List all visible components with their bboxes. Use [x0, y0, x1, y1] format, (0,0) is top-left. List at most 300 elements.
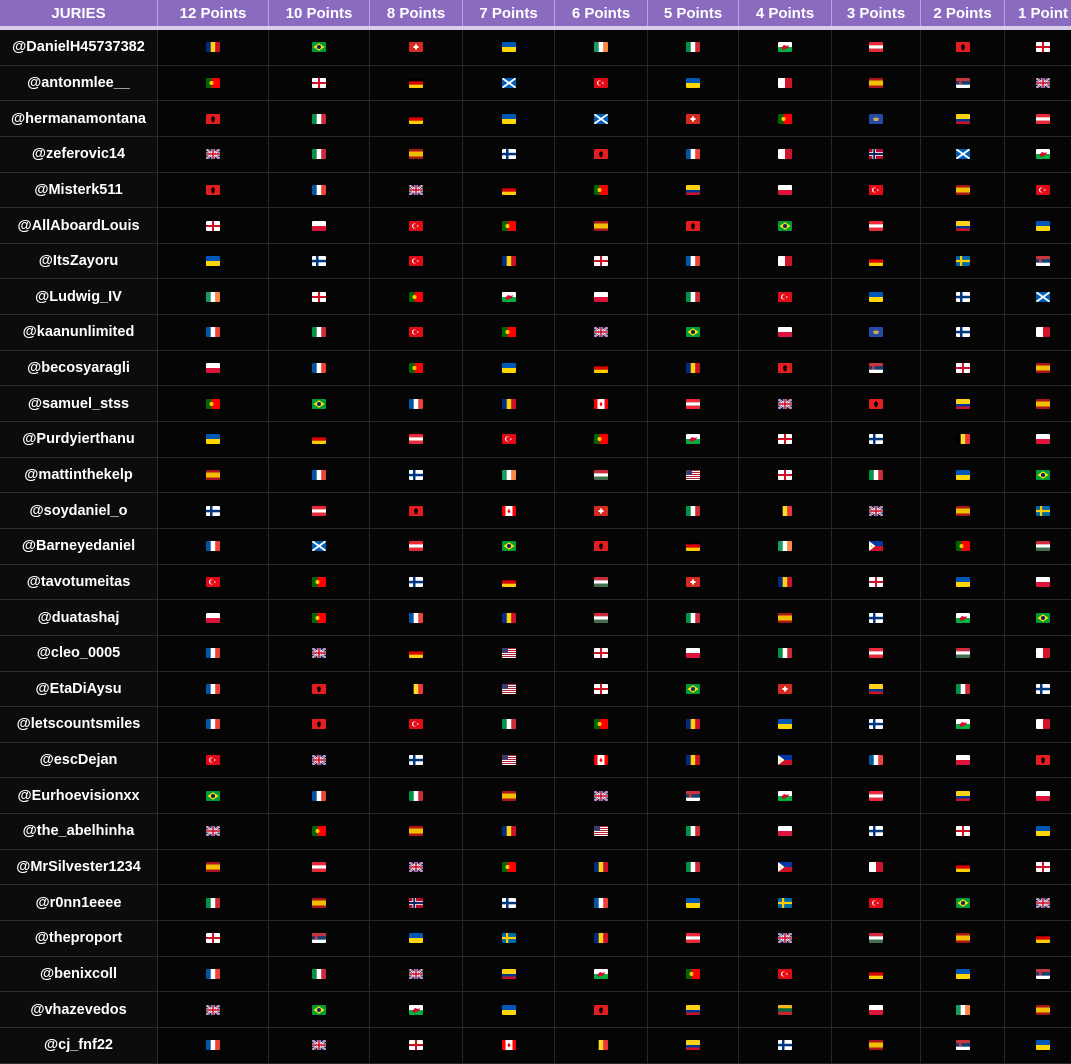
flag-austria-icon — [409, 541, 423, 551]
flag-poland-icon — [778, 327, 792, 337]
vote-cell — [463, 422, 555, 458]
flag-romania-icon — [594, 862, 608, 872]
vote-cell — [555, 992, 648, 1028]
vote-cell — [158, 672, 269, 708]
flag-united-kingdom-icon — [312, 648, 326, 658]
vote-cell — [832, 493, 921, 529]
flag-italy-icon — [502, 719, 516, 729]
vote-cell — [739, 101, 832, 137]
flag-germany-icon — [409, 114, 423, 124]
flag-spain-icon — [594, 221, 608, 231]
flag-austria-icon — [869, 648, 883, 658]
vote-cell — [648, 279, 739, 315]
flag-brazil-icon — [502, 541, 516, 551]
jury-name: @becosyaragli — [0, 351, 158, 387]
vote-cell — [463, 992, 555, 1028]
vote-cell — [463, 279, 555, 315]
flag-united-kingdom-icon — [206, 1005, 220, 1015]
flag-ukraine-icon — [206, 256, 220, 266]
vote-cell — [832, 565, 921, 601]
flag-romania-icon — [502, 613, 516, 623]
flag-kosovo-icon — [869, 114, 883, 124]
flag-united-states-icon — [502, 648, 516, 658]
flag-poland-icon — [206, 613, 220, 623]
vote-cell — [739, 1028, 832, 1064]
vote-cell — [921, 244, 1005, 280]
vote-cell — [463, 244, 555, 280]
vote-cell — [1005, 173, 1071, 209]
vote-cell — [1005, 208, 1071, 244]
flag-canada-icon — [502, 1040, 516, 1050]
jury-name: @cleo_0005 — [0, 636, 158, 672]
points-column-header: 12 Points — [158, 0, 269, 26]
flag-united-kingdom-icon — [206, 826, 220, 836]
vote-cell — [158, 636, 269, 672]
flag-serbia-icon — [1036, 969, 1050, 979]
vote-cell — [739, 173, 832, 209]
flag-portugal-icon — [594, 719, 608, 729]
flag-portugal-icon — [502, 221, 516, 231]
points-column-header: 1 Point — [1005, 0, 1071, 26]
flag-poland-icon — [1036, 577, 1050, 587]
flag-ukraine-icon — [502, 42, 516, 52]
flag-ukraine-icon — [502, 114, 516, 124]
flag-poland-icon — [594, 292, 608, 302]
vote-cell — [648, 850, 739, 886]
vote-cell — [370, 600, 463, 636]
flag-italy-icon — [206, 898, 220, 908]
vote-cell — [921, 672, 1005, 708]
points-column-header: 6 Points — [555, 0, 648, 26]
vote-cell — [921, 137, 1005, 173]
vote-cell — [1005, 351, 1071, 387]
vote-cell — [1005, 814, 1071, 850]
flag-canada-icon — [594, 755, 608, 765]
vote-cell — [269, 30, 370, 66]
flag-belgium-icon — [956, 434, 970, 444]
flag-austria-icon — [312, 506, 326, 516]
flag-norway-icon — [869, 149, 883, 159]
vote-cell — [1005, 743, 1071, 779]
vote-cell — [921, 30, 1005, 66]
vote-cell — [269, 493, 370, 529]
flag-albania-icon — [869, 399, 883, 409]
flag-united-kingdom-icon — [1036, 78, 1050, 88]
flag-spain-icon — [1036, 399, 1050, 409]
vote-cell — [555, 850, 648, 886]
vote-cell — [739, 565, 832, 601]
jury-name: @tavotumeitas — [0, 565, 158, 601]
vote-cell — [269, 422, 370, 458]
vote-cell — [739, 315, 832, 351]
vote-cell — [269, 600, 370, 636]
vote-cell — [555, 30, 648, 66]
flag-poland-icon — [206, 363, 220, 373]
vote-cell — [555, 493, 648, 529]
vote-cell — [269, 565, 370, 601]
flag-england-icon — [206, 221, 220, 231]
vote-cell — [648, 600, 739, 636]
flag-wales-icon — [1036, 149, 1050, 159]
vote-cell — [370, 957, 463, 993]
flag-ukraine-icon — [206, 434, 220, 444]
flag-england-icon — [956, 363, 970, 373]
flag-ireland-icon — [594, 42, 608, 52]
flag-switzerland-icon — [686, 114, 700, 124]
flag-italy-icon — [686, 613, 700, 623]
jury-name: @EtaDiAysu — [0, 672, 158, 708]
flag-turkey-icon — [1036, 185, 1050, 195]
flag-malta-icon — [778, 256, 792, 266]
flag-serbia-icon — [1036, 256, 1050, 266]
vote-cell — [739, 279, 832, 315]
points-column-header: 7 Points — [463, 0, 555, 26]
vote-cell — [1005, 101, 1071, 137]
vote-cell — [555, 600, 648, 636]
vote-cell — [269, 279, 370, 315]
vote-cell — [1005, 565, 1071, 601]
jury-name: @DanielH45737382 — [0, 30, 158, 66]
flag-united-kingdom-icon — [594, 791, 608, 801]
jury-name: @ItsZayoru — [0, 244, 158, 280]
flag-poland-icon — [1036, 434, 1050, 444]
flag-germany-icon — [409, 78, 423, 88]
vote-cell — [269, 458, 370, 494]
flag-brazil-icon — [686, 684, 700, 694]
vote-cell — [158, 386, 269, 422]
flag-france-icon — [594, 898, 608, 908]
vote-cell — [555, 672, 648, 708]
flag-ukraine-icon — [409, 933, 423, 943]
flag-portugal-icon — [594, 185, 608, 195]
flag-albania-icon — [206, 114, 220, 124]
flag-ireland-icon — [956, 1005, 970, 1015]
vote-cell — [832, 885, 921, 921]
flag-colombia-icon — [502, 969, 516, 979]
vote-cell — [158, 351, 269, 387]
vote-cell — [648, 636, 739, 672]
flag-united-kingdom-icon — [1036, 898, 1050, 908]
vote-cell — [269, 672, 370, 708]
jury-name: @Purdyierthanu — [0, 422, 158, 458]
flag-portugal-icon — [409, 292, 423, 302]
flag-turkey-icon — [206, 577, 220, 587]
jury-name: @AllAboardLouis — [0, 208, 158, 244]
vote-cell — [158, 778, 269, 814]
flag-united-kingdom-icon — [312, 755, 326, 765]
vote-cell — [648, 957, 739, 993]
flag-united-states-icon — [594, 826, 608, 836]
flag-sweden-icon — [1036, 506, 1050, 516]
vote-cell — [739, 386, 832, 422]
vote-cell — [370, 921, 463, 957]
flag-ukraine-icon — [686, 898, 700, 908]
flag-italy-icon — [312, 149, 326, 159]
flag-england-icon — [778, 470, 792, 480]
vote-cell — [648, 493, 739, 529]
flag-belgium-icon — [409, 684, 423, 694]
flag-france-icon — [206, 719, 220, 729]
vote-cell — [269, 386, 370, 422]
vote-cell — [269, 814, 370, 850]
flag-italy-icon — [312, 969, 326, 979]
flag-turkey-icon — [409, 221, 423, 231]
flag-brazil-icon — [1036, 470, 1050, 480]
flag-belgium-icon — [594, 1040, 608, 1050]
vote-cell — [555, 921, 648, 957]
vote-cell — [739, 743, 832, 779]
flag-france-icon — [869, 755, 883, 765]
flag-united-states-icon — [502, 684, 516, 694]
flag-sweden-icon — [502, 933, 516, 943]
flag-romania-icon — [502, 399, 516, 409]
vote-cell — [648, 778, 739, 814]
flag-albania-icon — [594, 541, 608, 551]
vote-cell — [648, 743, 739, 779]
vote-cell — [555, 244, 648, 280]
vote-cell — [648, 30, 739, 66]
vote-cell — [463, 351, 555, 387]
flag-turkey-icon — [869, 898, 883, 908]
vote-cell — [370, 315, 463, 351]
vote-cell — [648, 422, 739, 458]
vote-cell — [832, 636, 921, 672]
flag-hungary-icon — [956, 648, 970, 658]
vote-cell — [648, 66, 739, 102]
flag-portugal-icon — [686, 969, 700, 979]
vote-cell — [739, 208, 832, 244]
vote-cell — [370, 672, 463, 708]
vote-cell — [921, 743, 1005, 779]
flag-norway-icon — [409, 898, 423, 908]
vote-cell — [921, 600, 1005, 636]
vote-cell — [739, 778, 832, 814]
vote-cell — [739, 30, 832, 66]
vote-cell — [158, 707, 269, 743]
vote-cell — [158, 957, 269, 993]
points-column-header: 3 Points — [832, 0, 921, 26]
flag-portugal-icon — [502, 327, 516, 337]
vote-cell — [921, 458, 1005, 494]
flag-malta-icon — [1036, 719, 1050, 729]
vote-cell — [739, 672, 832, 708]
vote-cell — [158, 422, 269, 458]
vote-cell — [921, 422, 1005, 458]
flag-portugal-icon — [409, 363, 423, 373]
vote-cell — [921, 850, 1005, 886]
flag-ukraine-icon — [956, 969, 970, 979]
flag-switzerland-icon — [594, 506, 608, 516]
vote-cell — [158, 493, 269, 529]
flag-turkey-icon — [778, 292, 792, 302]
flag-albania-icon — [312, 719, 326, 729]
vote-cell — [832, 921, 921, 957]
vote-cell — [555, 351, 648, 387]
vote-cell — [555, 422, 648, 458]
flag-italy-icon — [869, 470, 883, 480]
vote-cell — [370, 244, 463, 280]
vote-cell — [463, 137, 555, 173]
vote-cell — [555, 565, 648, 601]
vote-cell — [158, 458, 269, 494]
vote-cell — [269, 173, 370, 209]
vote-cell — [555, 173, 648, 209]
vote-cell — [269, 529, 370, 565]
flag-england-icon — [594, 648, 608, 658]
vote-cell — [832, 351, 921, 387]
vote-cell — [555, 1028, 648, 1064]
vote-cell — [269, 315, 370, 351]
flag-finland-icon — [409, 470, 423, 480]
flag-austria-icon — [869, 42, 883, 52]
flag-england-icon — [312, 78, 326, 88]
jury-name: @vhazevedos — [0, 992, 158, 1028]
flag-romania-icon — [206, 42, 220, 52]
vote-cell — [1005, 458, 1071, 494]
flag-germany-icon — [869, 969, 883, 979]
vote-cell — [158, 315, 269, 351]
flag-poland-icon — [869, 1005, 883, 1015]
vote-cell — [555, 101, 648, 137]
vote-cell — [1005, 850, 1071, 886]
flag-spain-icon — [869, 1040, 883, 1050]
vote-cell — [648, 565, 739, 601]
flag-serbia-icon — [312, 933, 326, 943]
jury-name: @theproport — [0, 921, 158, 957]
vote-cell — [158, 600, 269, 636]
vote-cell — [921, 351, 1005, 387]
flag-united-kingdom-icon — [869, 506, 883, 516]
jury-name: @r0nn1eeee — [0, 885, 158, 921]
vote-cell — [555, 208, 648, 244]
flag-brazil-icon — [778, 221, 792, 231]
vote-cell — [158, 244, 269, 280]
flag-spain-icon — [206, 470, 220, 480]
flag-poland-icon — [956, 755, 970, 765]
flag-wales-icon — [686, 434, 700, 444]
flag-austria-icon — [869, 221, 883, 231]
flag-turkey-icon — [409, 327, 423, 337]
vote-cell — [158, 30, 269, 66]
flag-albania-icon — [409, 506, 423, 516]
vote-cell — [1005, 30, 1071, 66]
vote-cell — [1005, 636, 1071, 672]
flag-austria-icon — [1036, 114, 1050, 124]
flag-france-icon — [312, 363, 326, 373]
flag-finland-icon — [956, 292, 970, 302]
points-column-header: 8 Points — [370, 0, 463, 26]
flag-colombia-icon — [686, 1005, 700, 1015]
points-column-header: 10 Points — [269, 0, 370, 26]
flag-france-icon — [409, 613, 423, 623]
vote-cell — [921, 529, 1005, 565]
vote-cell — [739, 636, 832, 672]
flag-albania-icon — [956, 42, 970, 52]
flag-scotland-icon — [312, 541, 326, 551]
vote-cell — [463, 921, 555, 957]
flag-scotland-icon — [594, 114, 608, 124]
jury-name: @hermanamontana — [0, 101, 158, 137]
flag-sweden-icon — [956, 256, 970, 266]
flag-poland-icon — [312, 221, 326, 231]
flag-wales-icon — [594, 969, 608, 979]
flag-germany-icon — [869, 256, 883, 266]
vote-cell — [832, 173, 921, 209]
flag-wales-icon — [778, 42, 792, 52]
flag-albania-icon — [778, 363, 792, 373]
flag-brazil-icon — [1036, 613, 1050, 623]
vote-cell — [739, 66, 832, 102]
flag-brazil-icon — [956, 898, 970, 908]
flag-switzerland-icon — [409, 42, 423, 52]
vote-cell — [1005, 137, 1071, 173]
vote-cell — [463, 636, 555, 672]
jury-name: @antonmlee__ — [0, 66, 158, 102]
flag-ukraine-icon — [502, 1005, 516, 1015]
points-column-header: 2 Points — [921, 0, 1005, 26]
vote-cell — [370, 992, 463, 1028]
vote-cell — [739, 600, 832, 636]
vote-cell — [1005, 707, 1071, 743]
vote-cell — [832, 850, 921, 886]
flag-spain-icon — [409, 149, 423, 159]
vote-cell — [555, 66, 648, 102]
vote-cell — [463, 315, 555, 351]
vote-cell — [269, 244, 370, 280]
vote-cell — [648, 137, 739, 173]
flag-ukraine-icon — [778, 719, 792, 729]
vote-cell — [555, 458, 648, 494]
vote-cell — [370, 778, 463, 814]
flag-turkey-icon — [409, 719, 423, 729]
vote-cell — [269, 66, 370, 102]
flag-united-kingdom-icon — [409, 969, 423, 979]
vote-cell — [370, 707, 463, 743]
flag-colombia-icon — [956, 114, 970, 124]
vote-cell — [648, 529, 739, 565]
flag-spain-icon — [956, 933, 970, 943]
vote-cell — [463, 885, 555, 921]
flag-germany-icon — [502, 185, 516, 195]
vote-cell — [370, 137, 463, 173]
flag-ukraine-icon — [686, 78, 700, 88]
vote-cell — [1005, 885, 1071, 921]
flag-spain-icon — [869, 78, 883, 88]
vote-cell — [832, 66, 921, 102]
vote-cell — [158, 885, 269, 921]
flag-serbia-icon — [869, 363, 883, 373]
flag-ukraine-icon — [956, 577, 970, 587]
flag-romania-icon — [594, 933, 608, 943]
vote-cell — [1005, 422, 1071, 458]
vote-cell — [463, 66, 555, 102]
flag-albania-icon — [1036, 755, 1050, 765]
flag-england-icon — [206, 933, 220, 943]
flag-brazil-icon — [312, 42, 326, 52]
flag-italy-icon — [956, 684, 970, 694]
vote-cell — [1005, 672, 1071, 708]
flag-italy-icon — [778, 648, 792, 658]
flag-germany-icon — [1036, 933, 1050, 943]
jury-name: @samuel_stss — [0, 386, 158, 422]
vote-cell — [832, 743, 921, 779]
vote-cell — [1005, 778, 1071, 814]
flag-austria-icon — [312, 862, 326, 872]
vote-cell — [739, 137, 832, 173]
flag-france-icon — [206, 327, 220, 337]
flag-italy-icon — [686, 506, 700, 516]
flag-colombia-icon — [686, 185, 700, 195]
